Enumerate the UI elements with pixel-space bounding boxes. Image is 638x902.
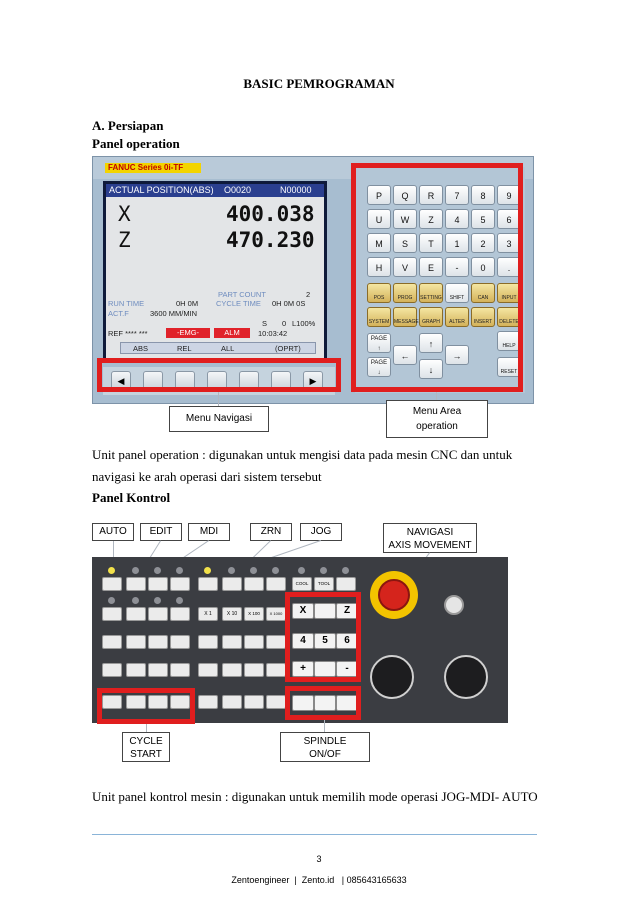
key-7[interactable]: 7 xyxy=(445,185,469,205)
panel-button[interactable] xyxy=(266,635,286,649)
edit-mode-button[interactable] xyxy=(126,577,146,591)
cursor-right-icon[interactable]: → xyxy=(445,345,469,365)
key-pos[interactable]: POS xyxy=(367,283,391,303)
panel-button[interactable] xyxy=(266,663,286,677)
panel-button[interactable] xyxy=(102,635,122,649)
key-u[interactable]: U xyxy=(367,209,391,229)
key-t[interactable]: T xyxy=(419,233,443,253)
panel-button[interactable] xyxy=(148,635,168,649)
panel-button[interactable] xyxy=(198,695,218,709)
panel-button[interactable] xyxy=(170,635,190,649)
fanuc-logo: FANUC Series 0i-TF xyxy=(105,163,201,173)
handle-mode-button[interactable] xyxy=(244,577,264,591)
led xyxy=(154,567,161,574)
callout-menu-area xyxy=(386,400,488,438)
led xyxy=(320,567,327,574)
jog-x100-button[interactable]: X 100 xyxy=(244,607,264,621)
callout-edit: EDIT xyxy=(140,523,182,541)
axis-z-value: 470.230 xyxy=(226,228,315,252)
panel-button[interactable] xyxy=(148,607,168,621)
key-e[interactable]: E xyxy=(419,257,443,277)
callout-navigasi-line2: AXIS MOVEMENT xyxy=(388,540,472,551)
led xyxy=(342,567,349,574)
page-number: 3 xyxy=(316,854,322,864)
panel-button[interactable] xyxy=(198,663,218,677)
callout-cycle-line1: CYCLE xyxy=(129,736,163,747)
cursor-left-icon[interactable]: ← xyxy=(393,345,417,365)
highlight-menu-navigasi xyxy=(97,358,341,392)
callout-area-line1: Menu Area xyxy=(412,406,462,417)
tool-button[interactable]: TOOL xyxy=(314,577,334,591)
subheading-panel-operation: Panel operation xyxy=(92,136,180,151)
key-0[interactable]: 0 xyxy=(471,257,495,277)
dnc-mode-button[interactable] xyxy=(170,577,190,591)
section-heading: A. Persiapan xyxy=(92,118,164,133)
key-prog[interactable]: PROG xyxy=(393,283,417,303)
callout-menu-navigasi: Menu Navigasi xyxy=(169,406,269,432)
panel-button[interactable] xyxy=(102,663,122,677)
callout-navigasi-line1: NAVIGASI xyxy=(406,527,454,538)
jog-x1000-button[interactable]: X 1000 xyxy=(266,607,286,621)
footer-divider xyxy=(92,834,537,835)
callout-spindle-line1: SPINDLE xyxy=(303,736,347,747)
led xyxy=(272,567,279,574)
highlight-menu-area-operation xyxy=(351,163,523,392)
axis-plus-button[interactable]: + xyxy=(292,661,314,677)
led-zrn xyxy=(204,567,211,574)
led xyxy=(228,567,235,574)
axis-5-button[interactable]: 5 xyxy=(314,633,336,649)
paragraph-operation-line1: Unit panel operation : digunakan untuk mengisi data pada mesin CNC dan untuk xyxy=(92,447,513,462)
callout-cycle-line2: START xyxy=(130,749,162,760)
led xyxy=(250,567,257,574)
page-down-key[interactable]: PAGE ↓ xyxy=(367,357,391,377)
key-4[interactable]: 4 xyxy=(445,209,469,229)
page-up-label: PAGE xyxy=(370,336,388,342)
jog-x1-button[interactable]: X 1 xyxy=(198,607,218,621)
key-m[interactable]: M xyxy=(367,233,391,253)
leader-area xyxy=(436,392,437,400)
softkey-right-arrow-icon[interactable]: ▶ xyxy=(303,371,323,391)
led xyxy=(132,597,139,604)
emergency-stop-button[interactable] xyxy=(378,579,410,611)
actf-value: 3600 MM/MIN xyxy=(150,309,198,318)
panel-button[interactable] xyxy=(244,635,264,649)
callout-spindle-line2: ON/OF xyxy=(309,749,341,760)
key-minus[interactable]: - xyxy=(445,257,469,277)
key-r[interactable]: R xyxy=(419,185,443,205)
override-value: L100% xyxy=(292,319,316,328)
key-5[interactable]: 5 xyxy=(471,209,495,229)
page-title: BASIC PEMROGRAMAN xyxy=(243,76,395,91)
panel-button[interactable] xyxy=(222,695,242,709)
jog-mode-button[interactable] xyxy=(222,577,242,591)
cycle-time-value: 0H 0M 0S xyxy=(272,299,306,308)
axis-x-value: 400.038 xyxy=(226,202,315,226)
callout-auto: AUTO xyxy=(92,523,134,541)
ref-status: REF **** *** xyxy=(108,329,148,338)
leader-nav xyxy=(218,392,219,406)
key-help[interactable]: HELP xyxy=(497,331,521,351)
key-delete[interactable]: DELETE xyxy=(497,307,521,327)
leader-cycle xyxy=(146,724,147,732)
key-can[interactable]: CAN xyxy=(471,283,495,303)
paragraph-kontrol: Unit panel kontrol mesin : digunakan untuk memilih mode operasi JOG-MDI- AUTO xyxy=(92,789,538,804)
key-v[interactable]: V xyxy=(393,257,417,277)
key-w[interactable]: W xyxy=(393,209,417,229)
panel-button[interactable] xyxy=(126,663,146,677)
clock: 10:03:42 xyxy=(258,329,288,338)
highlight-cycle-start xyxy=(97,688,195,724)
cool-button[interactable]: COOL xyxy=(292,577,312,591)
softkey-abs[interactable]: ABS xyxy=(133,344,149,353)
run-time-label: RUN TIME xyxy=(108,299,145,308)
cycle-time-label: CYCLE TIME xyxy=(216,299,261,308)
key-graph[interactable]: GRAPH xyxy=(419,307,443,327)
callout-spindle xyxy=(280,732,370,762)
paragraph-operation-line2: navigasi ke arah operasi dari sistem tersebut xyxy=(92,469,322,484)
teach-mode-button[interactable] xyxy=(266,577,286,591)
cnc-screen xyxy=(103,181,327,361)
axis-6-button[interactable]: 6 xyxy=(336,633,358,649)
key-alter[interactable]: ALTER xyxy=(445,307,469,327)
auto-mode-button[interactable] xyxy=(102,577,122,591)
softkey-oprt[interactable]: (OPRT) xyxy=(275,344,301,353)
spindle-s-label: S xyxy=(262,319,268,328)
panel-button[interactable] xyxy=(222,663,242,677)
program-number: O0020 xyxy=(224,185,252,195)
feed-override-dial[interactable] xyxy=(370,655,414,699)
axis-x-label: X xyxy=(118,202,131,226)
panel-button[interactable] xyxy=(336,577,356,591)
alm-status: ALM xyxy=(214,328,250,338)
key-1[interactable]: 1 xyxy=(445,233,469,253)
axis-z-label: Z xyxy=(118,228,131,252)
panel-button[interactable] xyxy=(222,635,242,649)
axis-x-button[interactable]: X xyxy=(292,603,314,619)
panel-button[interactable] xyxy=(126,635,146,649)
led xyxy=(132,567,139,574)
screen-title: ACTUAL POSITION(ABS) xyxy=(109,185,214,195)
leader-spindle xyxy=(324,720,325,732)
jog-x10-button[interactable]: X 10 xyxy=(222,607,242,621)
footer-text: Zentoengineer | Zento.id | 085643165633 xyxy=(231,875,407,885)
key-6[interactable]: 6 xyxy=(497,209,521,229)
cursor-up-icon[interactable]: ↑ xyxy=(419,333,443,353)
highlight-spindle xyxy=(285,686,361,720)
subheading-panel-kontrol: Panel Kontrol xyxy=(92,490,171,505)
panel-button[interactable] xyxy=(244,695,264,709)
panel-button[interactable] xyxy=(148,663,168,677)
key-8[interactable]: 8 xyxy=(471,185,495,205)
cursor-down-icon[interactable]: ↓ xyxy=(419,359,443,379)
panel-button[interactable] xyxy=(244,663,264,677)
spindle-override-dial[interactable] xyxy=(444,655,488,699)
zrn-mode-button[interactable] xyxy=(198,577,218,591)
key-q[interactable]: Q xyxy=(393,185,417,205)
screen-title-bar xyxy=(106,184,324,197)
run-time-value: 0H 0M xyxy=(176,299,199,308)
callout-zrn: ZRN xyxy=(250,523,292,541)
axis-z-button[interactable]: Z xyxy=(336,603,358,619)
callout-cycle-start xyxy=(122,732,170,762)
panel-button[interactable] xyxy=(170,607,190,621)
softkey-rel[interactable]: REL xyxy=(177,344,192,353)
led xyxy=(176,567,183,574)
key-message[interactable]: MESSAGE xyxy=(393,307,417,327)
key-setting[interactable]: SETTING xyxy=(419,283,443,303)
led xyxy=(154,597,161,604)
led xyxy=(108,597,115,604)
key-2[interactable]: 2 xyxy=(471,233,495,253)
softkey-left-arrow-icon[interactable]: ◀ xyxy=(111,371,131,391)
sequence-number: N00000 xyxy=(280,185,312,195)
callout-mdi: MDI xyxy=(188,523,230,541)
panel-button[interactable] xyxy=(126,607,146,621)
key-p[interactable]: P xyxy=(367,185,391,205)
part-count-value: 2 xyxy=(306,290,311,299)
key-switch[interactable] xyxy=(444,595,464,615)
panel-button[interactable] xyxy=(266,695,286,709)
key-h[interactable]: H xyxy=(367,257,391,277)
panel-button[interactable] xyxy=(198,635,218,649)
callout-navigasi-axis xyxy=(383,523,477,553)
key-shift[interactable]: SHIFT xyxy=(445,283,469,303)
key-3[interactable]: 3 xyxy=(497,233,521,253)
key-reset[interactable]: RESET xyxy=(497,357,521,377)
led-auto xyxy=(108,567,115,574)
axis-minus-button[interactable]: - xyxy=(336,661,358,677)
panel-button[interactable] xyxy=(170,663,190,677)
mdi-mode-button[interactable] xyxy=(148,577,168,591)
panel-button[interactable] xyxy=(102,607,122,621)
callout-jog: JOG xyxy=(300,523,342,541)
key-dot[interactable]: . xyxy=(497,257,521,277)
key-9[interactable]: 9 xyxy=(497,185,521,205)
actf-label: ACT.F xyxy=(108,309,129,318)
led xyxy=(298,567,305,574)
page-up-key[interactable]: PAGE ↑ xyxy=(367,333,391,353)
callout-area-line2: operation xyxy=(416,421,458,432)
key-system[interactable]: SYSTEM xyxy=(367,307,391,327)
led xyxy=(176,597,183,604)
key-z[interactable]: Z xyxy=(419,209,443,229)
part-count-label: PART COUNT xyxy=(218,290,266,299)
key-input[interactable]: INPUT xyxy=(497,283,521,303)
page-down-label: PAGE xyxy=(370,360,388,366)
emg-status: -EMG- xyxy=(166,328,210,338)
key-s[interactable]: S xyxy=(393,233,417,253)
key-insert[interactable]: INSERT xyxy=(471,307,495,327)
softkey-all[interactable]: ALL xyxy=(221,344,235,353)
axis-4-button[interactable]: 4 xyxy=(292,633,314,649)
highlight-axis-navigation xyxy=(285,592,361,682)
softkey-menu-bar xyxy=(120,342,316,354)
spindle-value: 0 xyxy=(282,319,287,328)
